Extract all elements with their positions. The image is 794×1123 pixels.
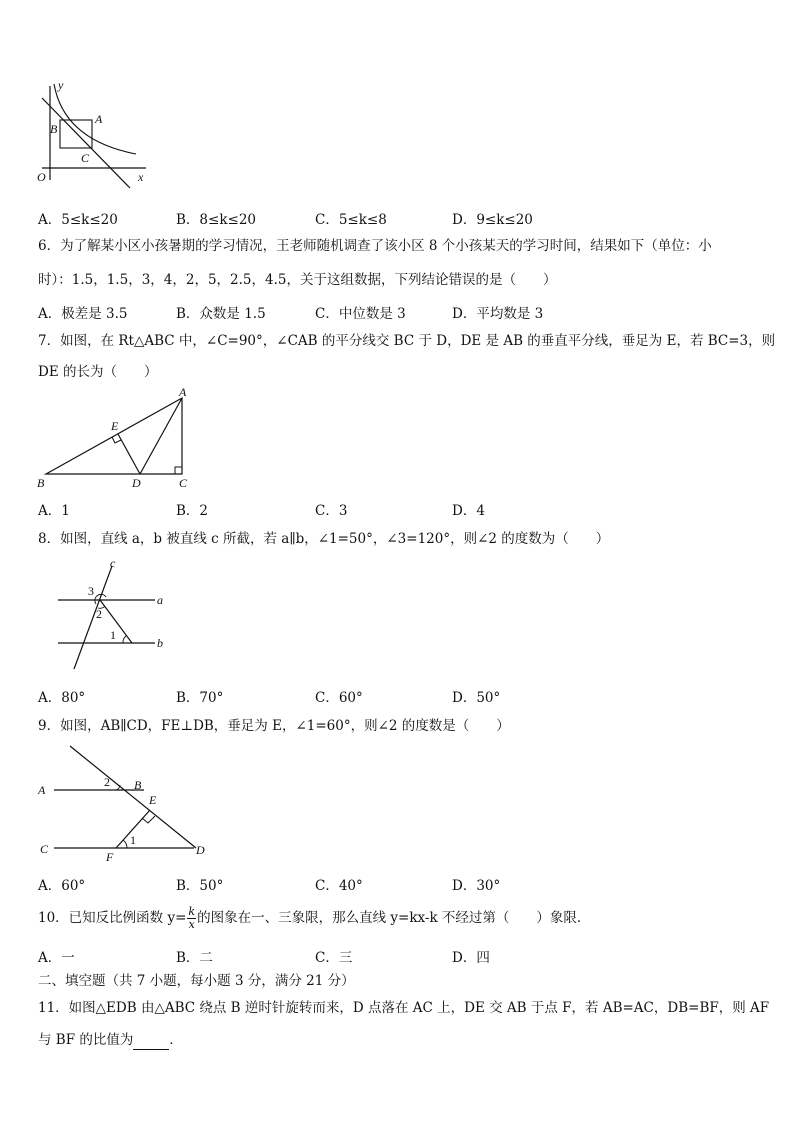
q5-figure <box>34 80 154 190</box>
q9-stem: 9．如图，AB∥CD，FE⊥DB，垂足为 E，∠1=60°，则∠2 的度数是（ ） <box>38 718 510 734</box>
q8-label-a: a <box>157 593 163 607</box>
q9-option-b: B．50° <box>176 878 224 894</box>
q7-label-c: C <box>179 476 188 490</box>
q5-label-o: O <box>37 170 46 184</box>
q10-fraction <box>187 906 196 931</box>
q9-option-a: A．60° <box>38 878 86 894</box>
q9-option-c: C．40° <box>315 878 363 894</box>
q7-option-b: B．2 <box>176 503 209 519</box>
q10-fraction-numerator: k <box>188 905 196 918</box>
q10-option-a: A．一 <box>38 950 75 966</box>
q7-stem-line1: 7．如图，在 Rt△ABC 中，∠C=90°，∠CAB 的平分线交 BC 于 D，DE 是 AB 的垂直平分线，垂足为 E，若 BC=3，则 <box>38 333 776 349</box>
q9-label-1: 1 <box>130 833 136 847</box>
q7-figure <box>34 385 204 492</box>
q9-label-b: B <box>134 778 142 792</box>
q8-angle-1-arc <box>123 636 126 643</box>
q9-angle-1-arc <box>123 840 127 848</box>
q7-label-e: E <box>111 419 119 433</box>
q10-fraction-denominator: x <box>188 918 195 931</box>
q6-stem-line2: 时）：1.5，1.5，3，4，2，5，2.5，4.5，关于这组数据，下列结论错误的是（ ） <box>38 272 557 288</box>
q8-stem: 8．如图，直线 a，b 被直线 c 所截，若 a∥b，∠1=50°，∠3=120°，则∠2 的度数为（ ） <box>38 531 610 547</box>
q7-stem-line2: DE 的长为（ ） <box>38 364 158 380</box>
q6-option-c: C．中位数是 3 <box>315 306 406 322</box>
q10-option-d: D．四 <box>452 950 490 966</box>
q7-label-d: D <box>132 476 141 490</box>
q11-answer-blank[interactable] <box>133 1035 169 1050</box>
q5-option-b: B．8≤k≤20 <box>176 212 256 228</box>
q5-option-a: A．5≤k≤20 <box>38 212 118 228</box>
q7-option-a: A．1 <box>38 503 70 519</box>
q11-stem-line2 <box>38 1030 183 1050</box>
q6-stem-line1: 6．为了解某小区小孩暑期的学习情况，王老师随机调查了该小区 8 个小孩某天的学习时间，结果如下（单位：小 <box>38 238 712 254</box>
q8-option-a: A．80° <box>38 690 86 706</box>
q7-label-b: B <box>37 476 45 490</box>
q5-option-d: D．9≤k≤20 <box>452 212 533 228</box>
q5-label-x: x <box>138 170 144 184</box>
q10-stem <box>38 903 590 933</box>
q8-label-1: 1 <box>110 628 116 642</box>
q8-label-2: 2 <box>96 607 102 621</box>
q10-option-c: C．三 <box>315 950 353 966</box>
q11-stem-line1: 11．如图△EDB 由△ABC 绕点 B 逆时针旋转而来，D 点落在 AC 上，DE 交 AB 于点 F，若 AB=AC，DB=BF，则 AF <box>38 1000 770 1016</box>
q9-label-d: D <box>196 843 205 857</box>
q8-label-3: 3 <box>88 584 94 598</box>
q10-stem-pre: 10．已知反比例函数 y= <box>38 910 187 926</box>
q8-option-b: B．70° <box>176 690 224 706</box>
q6-option-b: B．众数是 1.5 <box>176 306 266 322</box>
q9-figure <box>34 742 214 864</box>
q7-segment-de <box>118 434 140 474</box>
q9-label-c: C <box>40 842 49 856</box>
q5-line <box>42 98 130 188</box>
q6-option-a: A．极差是 3.5 <box>38 306 128 322</box>
q6-option-d: D．平均数是 3 <box>452 306 544 322</box>
q5-label-y: y <box>58 78 64 92</box>
q7-label-a: A <box>179 385 187 399</box>
q11-stem-line2-text: 与 BF 的比值为 <box>38 1032 134 1048</box>
q5-label-b: B <box>50 122 58 136</box>
q8-label-b: b <box>157 636 163 650</box>
q7-option-d: D．4 <box>452 503 485 519</box>
q5-label-a: A <box>95 112 103 126</box>
q9-label-f: F <box>106 850 114 864</box>
q5-label-c: C <box>81 151 90 165</box>
q8-option-d: D．50° <box>452 690 501 706</box>
q9-label-a: A <box>38 783 46 797</box>
q11-stem-line2-end: ． <box>169 1032 183 1048</box>
q7-right-angle-c <box>175 467 182 474</box>
q9-label-e: E <box>149 793 157 807</box>
q8-figure <box>50 556 175 671</box>
q10-stem-post: 的图象在一、三象限，那么直线 y=kx-k 不经过第（ ）象限． <box>197 910 591 926</box>
q9-label-2: 2 <box>104 775 110 789</box>
section-heading: 二、填空题（共 7 小题，每小题 3 分，满分 21 分） <box>38 973 355 989</box>
q8-line-c <box>74 566 112 669</box>
q10-option-b: B．二 <box>176 950 213 966</box>
q9-option-d: D．30° <box>452 878 501 894</box>
q8-option-c: C．60° <box>315 690 363 706</box>
q8-label-c: c <box>110 556 116 570</box>
q7-option-c: C．3 <box>315 503 348 519</box>
q5-option-c: C．5≤k≤8 <box>315 212 387 228</box>
